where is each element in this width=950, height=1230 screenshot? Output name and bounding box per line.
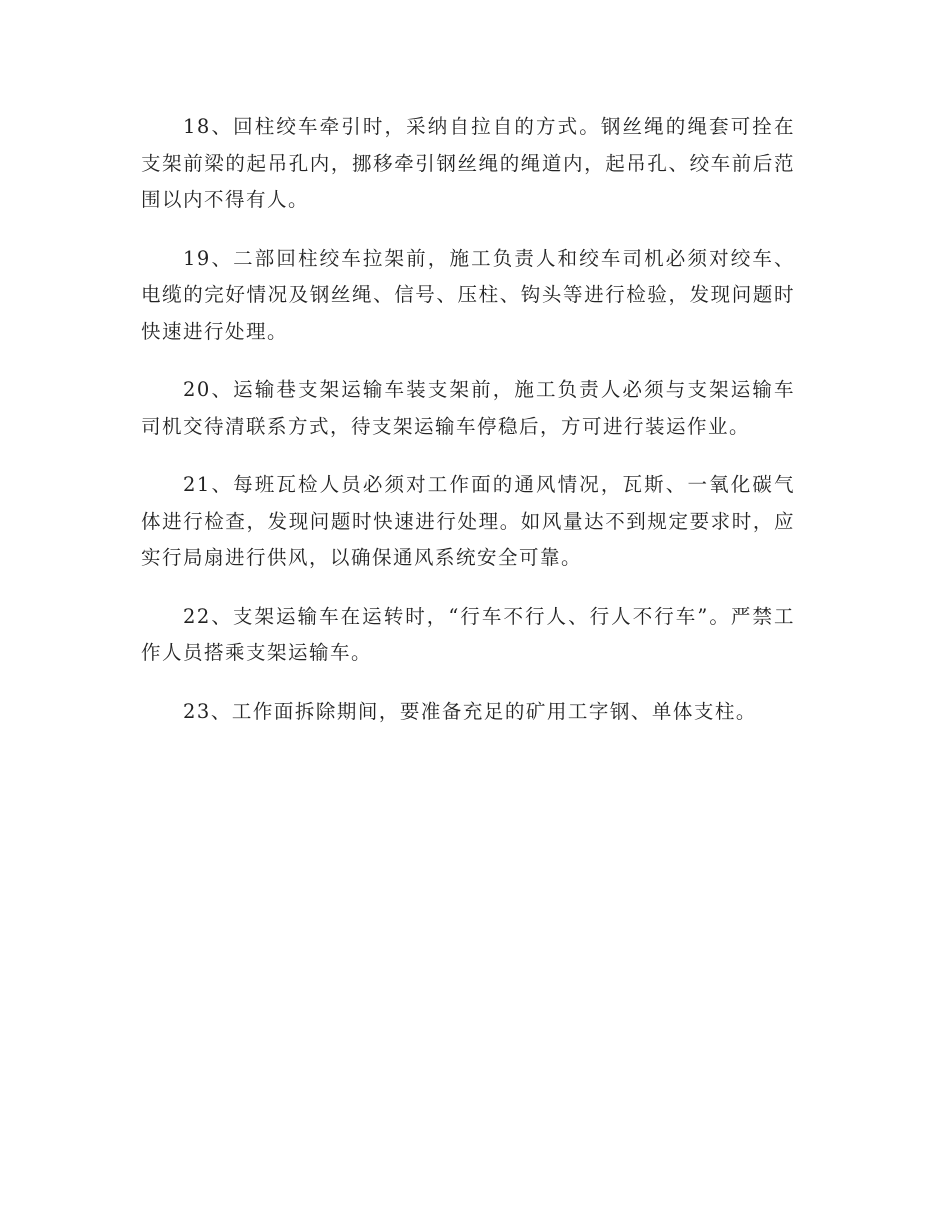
- paragraph-22: 22、支架运输车在运转时，“行车不行人、行人不行车”。严禁工作人员搭乘支架运输车。: [141, 604, 795, 664]
- paragraph-19: 19、二部回柱绞车拉架前，施工负责人和绞车司机必须对绞车、电缆的完好情况及钢丝绳、信号、压柱、钩头等进行检验，发现问题时快速进行处理。: [141, 246, 795, 343]
- paragraph-20: 20、运输巷支架运输车装支架前，施工负责人必须与支架运输车司机交待清联系方式，待支架运输车停稳后，方可进行装运作业。: [141, 378, 795, 438]
- paragraph-18: 18、回柱绞车牵引时，采纳自拉自的方式。钢丝绳的绳套可拴在支架前梁的起吊孔内，挪移牵引钢丝绳的绳道内，起吊孔、绞车前后范围以内不得有人。: [141, 115, 795, 211]
- document-body: [141, 109, 795, 752]
- paragraph-23: 23、工作面拆除期间，要准备充足的矿用工字钢、单体支柱。: [183, 699, 757, 723]
- paragraph-21: 21、每班瓦检人员必须对工作面的通风情况，瓦斯、一氧化碳气体进行检查，发现问题时快速进行处理。如风量达不到规定要求时，应实行局扇进行供风，以确保通风系统安全可靠。: [141, 473, 795, 569]
